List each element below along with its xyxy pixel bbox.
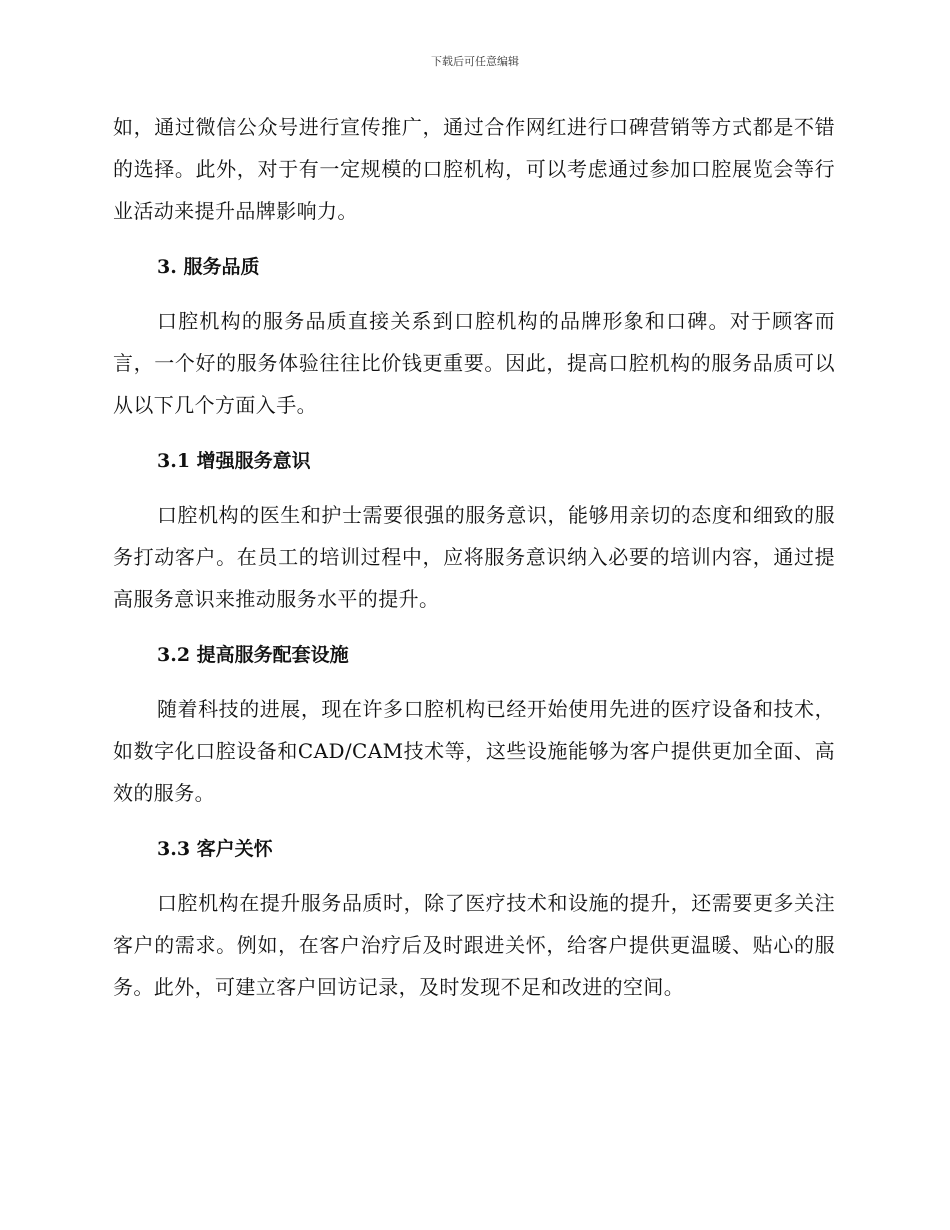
document-body [113, 106, 835, 1008]
page-header: 下载后可任意编辑 [431, 55, 519, 68]
paragraph-service-facilities: 随着科技的进展，现在许多口腔机构已经开始使用先进的医疗设备和技术，如数字化口腔设备和CAD/CAM技术等，这些设施能够为客户提供更加全面、高效的服务。 [113, 697, 835, 805]
paragraph-customer-care: 口腔机构在提升服务品质时，除了医疗技术和设施的提升，还需要更多关注客户的需求。例如，在客户治疗后及时跟进关怀，给客户提供更温暖、贴心的服务。此外，可建立客户回访记录，及时发现不足和改进的空间。 [113, 891, 835, 999]
paragraph-service-awareness: 口腔机构的医生和护士需要很强的服务意识，能够用亲切的态度和细致的服务打动客户。在员工的培训过程中，应将服务意识纳入必要的培训内容，通过提高服务意识来推动服务水平的提升。 [113, 503, 835, 611]
heading-service-awareness: 3.1 增强服务意识 [157, 450, 311, 472]
paragraph-promotion-methods: 如，通过微信公众号进行宣传推广，通过合作网红进行口碑营销等方式都是不错的选择。此外，对于有一定规模的口腔机构，可以考虑通过参加口腔展览会等行业活动来提升品牌影响力。 [113, 115, 835, 223]
paragraph-service-quality: 口腔机构的服务品质直接关系到口腔机构的品牌形象和口碑。对于顾客而言，一个好的服务体验往往比价钱更重要。因此，提高口腔机构的服务品质可以从以下几个方面入手。 [113, 309, 835, 417]
heading-service-facilities: 3.2 提高服务配套设施 [157, 644, 349, 666]
heading-service-quality: 3. 服务品质 [157, 256, 260, 278]
heading-customer-care: 3.3 客户关怀 [157, 838, 273, 860]
